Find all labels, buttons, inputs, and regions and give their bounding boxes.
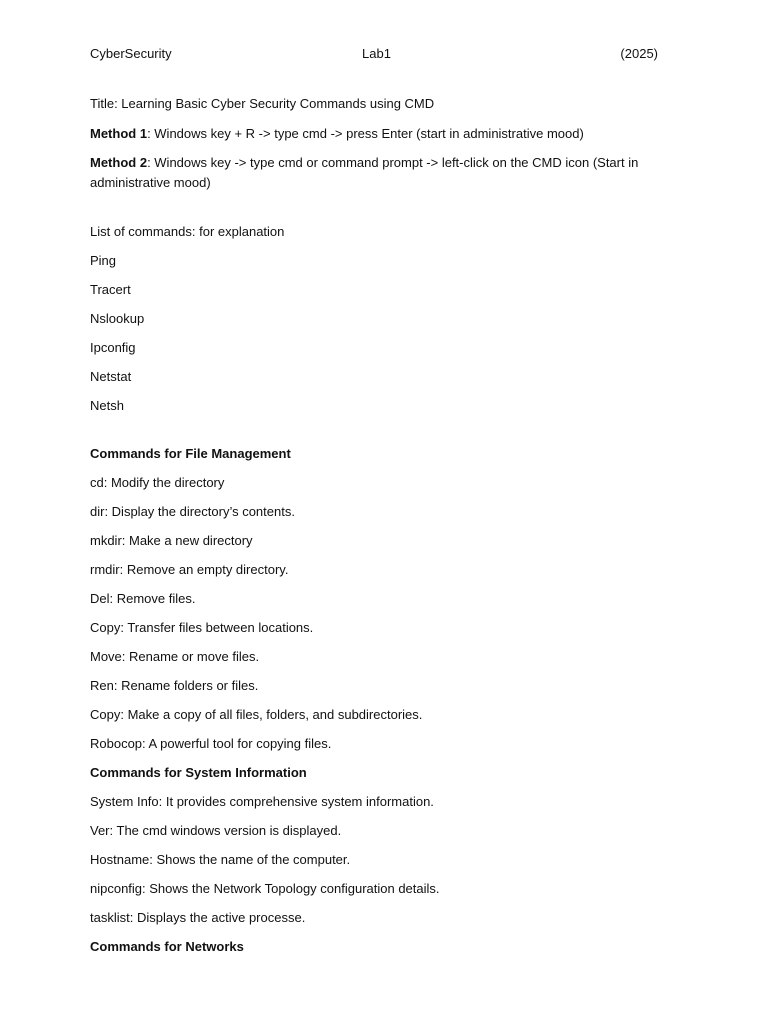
- basic-command-item: Netstat: [90, 369, 132, 384]
- document-body: [90, 94, 650, 966]
- system-command-item: nipconfig: Shows the Network Topology configuration details.: [90, 881, 440, 896]
- system-command-item: Hostname: Shows the name of the computer.: [90, 852, 351, 867]
- file-command-item: Ren: Rename folders or files.: [90, 678, 259, 693]
- document-title: Title: Learning Basic Cyber Security Commands using CMD: [90, 96, 435, 111]
- file-command-item: Copy: Make a copy of all files, folders, and subdirectories.: [90, 707, 423, 722]
- method-1-label: Method 1: [90, 126, 148, 141]
- method-2-label: Method 2: [90, 155, 148, 170]
- file-command-item: Move: Rename or move files.: [90, 649, 260, 664]
- system-command-item: tasklist: Displays the active processe.: [90, 910, 306, 925]
- system-command-item: Ver: The cmd windows version is displayed.: [90, 823, 342, 838]
- system-command-item: System Info: It provides comprehensive system information.: [90, 794, 434, 809]
- header-lab: Lab1: [362, 46, 391, 61]
- basic-command-item: Tracert: [90, 282, 131, 297]
- system-information-heading: Commands for System Information: [90, 765, 307, 780]
- basic-command-item: Netsh: [90, 398, 124, 413]
- file-command-item: rmdir: Remove an empty directory.: [90, 562, 289, 577]
- networks-heading: Commands for Networks: [90, 939, 244, 954]
- file-management-heading: Commands for File Management: [90, 446, 291, 461]
- method-1: [90, 124, 650, 144]
- commands-intro: List of commands: for explanation: [90, 224, 285, 239]
- method-2-text: : Windows key -> type cmd or command prompt -> left-click on the CMD icon (Start in administrative mood): [90, 155, 639, 190]
- header-year: (2025): [620, 46, 658, 61]
- file-command-item: cd: Modify the directory: [90, 475, 225, 490]
- basic-command-item: Nslookup: [90, 311, 145, 326]
- basic-command-item: Ipconfig: [90, 340, 136, 355]
- method-2: [90, 153, 650, 193]
- file-command-item: Copy: Transfer files between locations.: [90, 620, 314, 635]
- file-command-item: mkdir: Make a new directory: [90, 533, 253, 548]
- header-course: CyberSecurity: [90, 46, 172, 61]
- method-1-text: : Windows key + R -> type cmd -> press Enter (start in administrative mood): [147, 126, 584, 141]
- file-command-item: Del: Remove files.: [90, 591, 196, 606]
- file-command-item: dir: Display the directory’s contents.: [90, 504, 295, 519]
- basic-command-item: Ping: [90, 253, 117, 268]
- file-command-item: Robocop: A powerful tool for copying files.: [90, 736, 332, 751]
- page-header: [90, 46, 658, 64]
